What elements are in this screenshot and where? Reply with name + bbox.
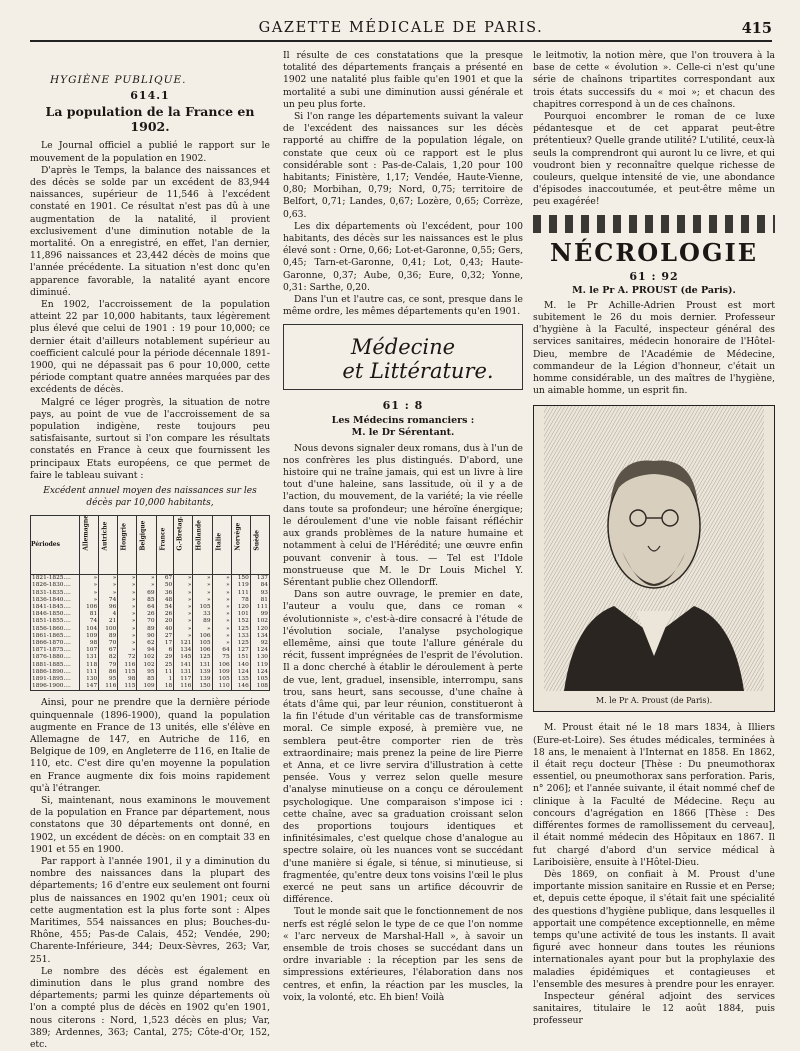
table-cell: 106 <box>212 662 231 669</box>
article-number: 61 : 92 <box>629 269 679 283</box>
table-cell: 120 <box>250 626 269 633</box>
table-cell: » <box>174 582 193 589</box>
portrait-engraving <box>533 405 775 712</box>
header-rule <box>30 40 772 42</box>
table-cell: » <box>80 597 99 604</box>
portrait-icon <box>544 406 764 691</box>
paragraph: Si l'on range les départements suivant la valeur de l'excédent des naissances sur les décès rapporté au chiffre de la population légale, on constate que ceux où ce rapport est le plus considérable sont : Pas-de-Calais, 1,20 pour 100 habitants; Finistère, 1,17; Vendée, Haute-Vienne, 0,80; Morbihan, 0,79; Nord, 0,75; territoire de Belfort, 0,71; Landes, 0,67; Lozère, 0,65; Corrèze, 0,63. <box>283 111 523 220</box>
table-cell: 102 <box>137 654 156 661</box>
paragraph: Inspecteur général adjoint des services sanitaires, titulaire le 12 août 1884, puis professeur <box>533 990 775 1027</box>
table-cell: » <box>212 575 231 583</box>
table-cell: 109 <box>212 669 231 676</box>
table-header-cell <box>137 516 156 575</box>
table-cell: 64 <box>137 604 156 611</box>
table-cell: 1851-1855.... <box>31 618 80 625</box>
table-cell: 104 <box>80 626 99 633</box>
column-1 <box>30 50 270 1051</box>
paragraph: Dans l'un et l'autre cas, ce sont, presque dans le même ordre, les mêmes départements qu'en 1901. <box>283 294 523 318</box>
table-cell: 147 <box>80 683 99 691</box>
table-cell: 85 <box>137 676 156 683</box>
table-cell: 134 <box>174 647 193 654</box>
table-cell: 21 <box>99 618 118 625</box>
table-cell: » <box>212 597 231 604</box>
portrait-caption: M. le Pr A. Proust (de Paris). <box>595 696 713 706</box>
table-cell: 98 <box>118 676 137 683</box>
table-header-label: Autriche <box>101 521 109 551</box>
table-cell: » <box>193 590 212 597</box>
article-number: 614.1 <box>130 89 170 103</box>
table-cell: » <box>174 590 193 597</box>
table-row <box>31 669 270 676</box>
table-cell: 33 <box>193 611 212 618</box>
table-cell: » <box>174 604 193 611</box>
table-cell: 81 <box>250 597 269 604</box>
table-cell: 108 <box>250 683 269 691</box>
table-cell: » <box>193 626 212 633</box>
table-cell: 100 <box>99 626 118 633</box>
table-cell: » <box>193 582 212 589</box>
paragraph: Le nombre des décès est également en diminution dans le plus grand nombre des départements; parmi les quinze départements où l'on a compté plus de décès en 1902 qu'en 1901, nous citerons : Nord, 1,523 décès en plus; Var, 389; Ardennes, 363; Cantal, 275; Côte-d'Or, 152, etc. <box>30 965 270 1051</box>
table-row <box>31 647 270 654</box>
paragraph: Nous devons signaler deux romans, dus à l'un de nos confrères les plus distingués. D'abord, une histoire qui ne traîne jamais, qui est un livre à lire tout d'une haleine, sans lassitude, où il y a de l'action, du mouvement, de la variété; la vie réelle dans toute sa profondeur; une héroïne énergique; le déroulement d'une vie noble faisant réfléchir aux grands problèmes de la nature humaine et notamment à celui de l'Hérédité; une œuvre enfin pouvant convenir à tous. — Tel est l'Idole monstrueuse que M. le Dr Louis Michel Y. Sérentant publie chez Ollendorff. <box>283 442 523 588</box>
paragraph: Si, maintenant, nous examinons le mouvement de la population en France par département, nous constatons que 30 départements ont donné, en 1902, un excédent de décès: on en comptait 33 en 1901 et 55 en 1900. <box>30 794 270 855</box>
paragraph: Il résulte de ces constatations que la presque totalité des départements français a présenté en 1902 une natalité plus faible qu'en 1901 et que la mortalité a subi une diminution aussi générale et un peu plus forte. <box>283 50 523 110</box>
table-cell: 70 <box>137 618 156 625</box>
table-cell: 130 <box>80 676 99 683</box>
table-cell: » <box>118 618 137 625</box>
table-row <box>31 626 270 633</box>
table-cell: 106 <box>80 604 99 611</box>
table-cell: 145 <box>174 654 193 661</box>
table-cell: 4 <box>99 611 118 618</box>
table-cell: 1826-1830.... <box>31 582 80 589</box>
table-cell: 102 <box>250 618 269 625</box>
table-cell: 90 <box>137 633 156 640</box>
table-cell: 89 <box>99 633 118 640</box>
table-cell: 121 <box>174 640 193 647</box>
table-cell: 133 <box>231 633 250 640</box>
table-row <box>31 676 270 683</box>
paragraph: Les dix départements où l'excédent, pour 100 habitants, des décès sur les naissances est le plus élevé sont : Orne, 0,66; Lot-et-Garonne, 0,55; Gers, 0,45; Tarn-et-Garonne, 0,41; Lot, 0,43; Haute-Garonne, 0,37; Aube, 0,36; Eure, 0,32; Yonne, 0,31: Sarthe, 0,20. <box>283 220 523 293</box>
paragraph: Ainsi, pour ne prendre que la dernière période quinquennale (1896-1900), quand la population augmente en France de 13 unités, elle s'élève en Allemagne de 147, en Autriche de 116, en Belgique de 109, en Angleterre de 116, en Italie de 110, etc. C'est dire qu'en moyenne la population en France augmente dix fois moins rapidement qu'à l'étranger. <box>30 697 270 794</box>
table-cell: » <box>193 597 212 604</box>
table-cell: » <box>118 647 137 654</box>
table-header-cell <box>80 516 99 575</box>
table-cell: 36 <box>156 590 174 597</box>
table-cell: 96 <box>99 604 118 611</box>
table-cell: 131 <box>80 654 99 661</box>
table-cell: 125 <box>193 654 212 661</box>
table-cell: » <box>118 590 137 597</box>
table-cell: » <box>118 575 137 583</box>
table-cell: 74 <box>80 618 99 625</box>
banner-title-line-1: Médecine <box>350 335 456 360</box>
table-cell: 110 <box>212 683 231 691</box>
ornament-band <box>533 215 775 233</box>
table-cell: 11 <box>156 669 174 676</box>
table-row <box>31 575 270 583</box>
table-cell: 118 <box>80 662 99 669</box>
table-header-cell <box>174 516 193 575</box>
table-cell: 106 <box>193 633 212 640</box>
paragraph: D'après le Temps, la balance des naissances et des décès se solde par un excédent de 83,944 naissances, supérieur de 11,546 à l'excédent constaté en 1901. Ce résultat n'est pas dû à une augmentation de la natalité, il provient exclusivement d'une diminution notable de la mortalité. On a enregistré, en effet, l'an dernier, 11,896 naissances et 23,442 décès de moins que l'année précédente. La situation n'est donc qu'en apparence favorable, la natalité ayant encore diminué. <box>30 164 270 298</box>
table-cell: 86 <box>99 669 118 676</box>
article-number: 61 : 8 <box>382 399 424 413</box>
table-cell: 72 <box>118 654 137 661</box>
table-cell: » <box>212 618 231 625</box>
table-cell: 1881-1885.... <box>31 662 80 669</box>
table-cell: 150 <box>193 683 212 691</box>
table-cell: 1876-1880.... <box>31 654 80 661</box>
table-cell: » <box>137 575 156 583</box>
table-cell: 6 <box>156 647 174 654</box>
table-header-cell <box>118 516 137 575</box>
table-cell: » <box>99 582 118 589</box>
article-subtitle: Les Médecins romanciers : <box>331 414 475 426</box>
table-cell: 150 <box>231 575 250 583</box>
table-cell: 79 <box>99 662 118 669</box>
table-cell: 105 <box>193 640 212 647</box>
table-cell: 116 <box>174 683 193 691</box>
table-cell: » <box>80 575 99 583</box>
table-cell: 115 <box>118 683 137 691</box>
table-row <box>31 654 270 661</box>
table-cell: 70 <box>99 640 118 647</box>
table-cell: » <box>174 597 193 604</box>
table-cell: 29 <box>156 654 174 661</box>
table-cell: 89 <box>137 626 156 633</box>
table-cell: 116 <box>99 683 118 691</box>
table-cell: 101 <box>231 611 250 618</box>
table-header-label: Hongrie <box>120 523 128 551</box>
table-header-label: Italie <box>214 532 222 551</box>
article-subtitle: M. le Pr A. PROUST (de Paris). <box>572 284 736 296</box>
table-cell: » <box>118 626 137 633</box>
paragraph: Dans son autre ouvrage, le premier en date, l'auteur a voulu que, dans ce roman « évolutionniste », c'est-à-dire consacré à l'étude de l'évolution sociale, l'analyse psychologique ellemême, ainsi que toute l'allure générale du récit, fussent imprégnées de l'esprit de l'évolution. Il a donc cherché à établir le déroulement à perte de vue, lent, graduel, insensible, interrompu, sans trou, sans heurt, sans secousse, d'une chaîne à états d'âme qui, par leur réunion, constitueront à la fin l'étude d'un véritable cas de transformisme moral. Ce simple exposé, à première vue, ne semblera peut-être comporter rien de très extraordinaire; mais prenez la peine de lire Pierre et Anna, et ce livre servira d'illustration à cette pensée. Vous y verrez selon quelle mesure d'analyse minutieuse on a conçu ce déroulement psychologique. Une comparaison s'impose ici : cette chaîne, avec sa graduation croissant selon des proportions toujours identiques et infinitésimales, c'est quelque chose d'analogue au spectre solaire, où les nuances vont se succédant d'une manière si égale, si ténue, si minutieuse, si fragmentée, qu'entre deux tons voisins l'œil le plus exercé ne peut sans un artifice découvrir de différence. <box>283 589 523 906</box>
table-cell: » <box>212 633 231 640</box>
table-cell: 26 <box>137 611 156 618</box>
table-cell: 125 <box>231 626 250 633</box>
column-3 <box>533 50 775 1035</box>
table-cell: 69 <box>137 590 156 597</box>
table-header-row <box>31 516 270 575</box>
table-cell: » <box>137 582 156 589</box>
table-cell: 125 <box>231 640 250 647</box>
table-cell: 18 <box>156 683 174 691</box>
table-cell: » <box>118 597 137 604</box>
table-cell: 134 <box>250 633 269 640</box>
table-cell: » <box>174 633 193 640</box>
table-cell: 124 <box>250 647 269 654</box>
table-cell: 119 <box>250 662 269 669</box>
table-cell: 48 <box>156 597 174 604</box>
table-row <box>31 683 270 691</box>
paragraph: M. le Pr Achille-Adrien Proust est mort subitement le 26 du mois dernier. Professeur d'hygiène à la Faculté, inspecteur général des services sanitaires, médecin honoraire de l'Hôtel-Dieu, membre de l'Académie de Médecine, commandeur de la Légion d'honneur, c'était un homme considérable, un des maîtres de l'hygiène, un aimable homme, un esprit fin. <box>533 299 775 397</box>
table-cell: » <box>212 582 231 589</box>
table-cell: 111 <box>80 669 99 676</box>
table-cell: 62 <box>137 640 156 647</box>
article-title: La population de la France en 1902. <box>45 104 255 135</box>
table-cell: 111 <box>250 604 269 611</box>
paragraph: M. Proust était né le 18 mars 1834, à Illiers (Eure-et-Loire). Ses études médicales, terminées à 18 ans, le menaient à l'Internat en 1858. En 1862, il était reçu docteur [Thèse : Du pneumothorax essentiel, ou pneumothorax sans perforation. Paris, n° 206]; et l'année suivante, il était nommé chef de clinique à la Faculté de Médecine. Reçu au concours d'agrégation en 1866 [Thèse : Des différentes formes de ramollissement du cerveau], il était nommé médecin des Hôpitaux en 1867. Il fut chargé d'abord d'un service médical à Lariboisière, ensuite à l'Hôtel-Dieu. <box>533 722 775 868</box>
table-row <box>31 604 270 611</box>
table-cell: 78 <box>231 597 250 604</box>
table-cell: » <box>118 604 137 611</box>
table-cell: 109 <box>137 683 156 691</box>
section-banner <box>283 324 523 390</box>
table-cell: 1856-1860.... <box>31 626 80 633</box>
column-2 <box>283 50 523 1030</box>
table-cell: » <box>118 640 137 647</box>
table-cell: » <box>212 611 231 618</box>
table-cell: 84 <box>250 582 269 589</box>
table-cell: 140 <box>231 662 250 669</box>
table-cell: 119 <box>231 582 250 589</box>
page-number: 415 <box>741 20 772 37</box>
page-header <box>30 20 772 42</box>
table-cell: 1836-1840.... <box>31 597 80 604</box>
table-header-cell <box>231 516 250 575</box>
table-cell: 92 <box>250 640 269 647</box>
table-row <box>31 590 270 597</box>
table-header-cell <box>193 516 212 575</box>
table-cell: » <box>193 575 212 583</box>
table-cell: 109 <box>80 633 99 640</box>
table-cell: 131 <box>193 662 212 669</box>
table-cell: 124 <box>231 669 250 676</box>
table-cell: » <box>174 626 193 633</box>
table-cell: 127 <box>231 647 250 654</box>
table-cell: » <box>174 618 193 625</box>
necrology-heading: NÉCROLOGIE <box>550 237 758 267</box>
paragraph: En 1902, l'accroissement de la population atteint 22 par 10,000 habitants, taux légèrement plus élevé que celui de 1901 : 19 pour 10,000; ce dernier était d'ailleurs notablement supérieur au coefficient calculé pour la période décennale 1891-1900, qui ne dépassait pas 6 pour 10,000, cette période comptant quatre années marquées par des excédents de décès. <box>30 299 270 396</box>
table-cell: 93 <box>250 590 269 597</box>
journal-title: GAZETTE MÉDICALE DE PARIS. <box>258 20 544 36</box>
table-cell: 116 <box>118 662 137 669</box>
table-cell: 102 <box>137 662 156 669</box>
table-cell: » <box>118 582 137 589</box>
table-cell: 26 <box>156 611 174 618</box>
table-cell: 54 <box>156 604 174 611</box>
table-header-cell <box>250 516 269 575</box>
table-cell: 95 <box>99 676 118 683</box>
table-row <box>31 662 270 669</box>
paragraph: Dès 1869, on confiait à M. Proust d'une importante mission sanitaire en Russie et en Perse; et, depuis cette époque, il s'était fait une spécialité des questions d'hygiène publique, dans lesquelles il apportait une compétence exceptionnelle, en même temps qu'une activité de tous les instants. Il avait figuré avec honneur dans toutes les réunions internationales ayant pour but la prophylaxie des maladies épidémiques et contagieuses et l'ensemble des mesures à prendre pour les enrayer. <box>533 868 775 990</box>
table-cell: 27 <box>156 633 174 640</box>
table-cell: 82 <box>99 654 118 661</box>
table-cell: 98 <box>80 640 99 647</box>
natality-table <box>30 515 270 691</box>
table-body <box>31 575 270 691</box>
table-header-cell <box>99 516 118 575</box>
table-cell: 89 <box>193 618 212 625</box>
table-cell: 1 <box>156 676 174 683</box>
table-cell: 1886-1890.... <box>31 669 80 676</box>
table-row <box>31 633 270 640</box>
table-header-label: G.-Bretag. <box>176 516 184 551</box>
table-header-label: Suède <box>253 530 261 551</box>
table-cell: 1891-1895.... <box>31 676 80 683</box>
table-cell: 1861-1865.... <box>31 633 80 640</box>
table-cell: 67 <box>156 575 174 583</box>
table-cell: 25 <box>156 662 174 669</box>
table-cell: » <box>212 590 231 597</box>
table-row <box>31 597 270 604</box>
table-cell: 135 <box>231 676 250 683</box>
table-cell: 1831-1835.... <box>31 590 80 597</box>
section-heading: HYGIÈNE PUBLIQUE. <box>50 74 187 86</box>
table-cell: 40 <box>156 626 174 633</box>
table-header-label: France <box>158 527 166 551</box>
paragraph: Pourquoi encombrer le roman de ce luxe pédantesque et de cet apparat peut-être prétentieux? Quelle grande utilité? L'utilité, ceux-là seuls la comprendront qui auront lu ce livre, et qui voudront bien y reconnaître quelque richesse de couleurs, quelque intensité de vie, une abondance d'épisodes inaccoutumée, et peut-être même un peu exagérée! <box>533 111 775 208</box>
table-cell: 115 <box>118 669 137 676</box>
table-cell: » <box>118 611 137 618</box>
table-cell: 1841-1845.... <box>31 604 80 611</box>
table-cell: 124 <box>250 669 269 676</box>
table-row <box>31 618 270 625</box>
table-header-label: Belgique <box>139 520 147 551</box>
table-cell: 131 <box>174 669 193 676</box>
table-cell: 64 <box>212 647 231 654</box>
table-row <box>31 611 270 618</box>
table-header-cell: Périodes <box>31 516 80 575</box>
table-cell: 81 <box>80 611 99 618</box>
table-cell: 74 <box>99 597 118 604</box>
table-cell: 105 <box>250 676 269 683</box>
table-cell: 1866-1870.... <box>31 640 80 647</box>
table-cell: 85 <box>137 597 156 604</box>
table-header-label: Allemagne <box>82 514 90 551</box>
table-cell: » <box>80 590 99 597</box>
table-cell: » <box>212 626 231 633</box>
table-cell: » <box>99 575 118 583</box>
paragraph: Tout le monde sait que le fonctionnement de nos nerfs est réglé selon le type de ce que l'on nomme « l'arc nerveux de Marshal-Hall », à savoir un ensemble de trois choses se succédant dans un ordre invariable : la réception par les sens de simpressions extérieures, l'élaboration dans nos centres, et enfin, la réaction par les muscles, la voix, la volonté, etc. Eh bien! Voilà <box>283 906 523 1003</box>
table-cell: 107 <box>80 647 99 654</box>
table-cell: » <box>212 640 231 647</box>
table-cell: 146 <box>231 683 250 691</box>
table-cell: » <box>80 582 99 589</box>
table-header-label: Hollande <box>195 520 203 551</box>
table-header-label: Norvège <box>234 522 242 551</box>
table-header-cell <box>212 516 231 575</box>
table-row <box>31 582 270 589</box>
table-cell: » <box>99 590 118 597</box>
table-cell: 75 <box>212 654 231 661</box>
table-caption: Excédent annuel moyen des naissances sur les décès par 10,000 habitants, <box>43 486 257 508</box>
table-cell: 152 <box>231 618 250 625</box>
table-cell: 1821-1825.... <box>31 575 80 583</box>
paragraph: Malgré ce léger progrès, la situation de notre pays, au point de vue de l'accroissement de sa population indigène, reste toujours peu satisfaisante, surtout si l'on compare les résultats constatés en France à ceux que fournissent les principaux Etats européens, ce que permet de faire le tableau suivant : <box>30 396 270 481</box>
table-cell: 99 <box>250 611 269 618</box>
table-cell: 105 <box>193 604 212 611</box>
article-subtitle: M. le Dr Sérentant. <box>351 426 455 438</box>
table-cell: 137 <box>250 575 269 583</box>
table-cell: 1846-1850.... <box>31 611 80 618</box>
table-cell: 106 <box>193 647 212 654</box>
table-header-cell <box>156 516 174 575</box>
table-cell: » <box>174 611 193 618</box>
table-cell: 50 <box>156 582 174 589</box>
table-cell: 120 <box>231 604 250 611</box>
table-cell: 95 <box>137 669 156 676</box>
table-cell: 139 <box>193 676 212 683</box>
table-cell: 1871-1875.... <box>31 647 80 654</box>
table-row <box>31 640 270 647</box>
table-cell: 141 <box>174 662 193 669</box>
table-cell: » <box>118 633 137 640</box>
table-cell: 20 <box>156 618 174 625</box>
table-cell: 130 <box>250 654 269 661</box>
paragraph: Par rapport à l'année 1901, il y a diminution du nombre des naissances dans la plupart des départements; 16 d'entre eux seulement ont fourni plus de naissances en 1902 qu'en 1901; ceux où cette augmentation est la plus forte sont : Alpes Maritimes, 554 naissances en plus; Bouches-du-Rhône, 455; Pas-de Calais, 452; Vendée, 290; Charente-Inférieure, 344; Deux-Sèvres, 263; Var, 251. <box>30 855 270 965</box>
table-cell: 117 <box>174 676 193 683</box>
table-cell: » <box>174 575 193 583</box>
table-cell: 105 <box>212 676 231 683</box>
banner-title-line-2: et Littérature. <box>342 359 494 384</box>
table-cell: 17 <box>156 640 174 647</box>
table-cell: 151 <box>231 654 250 661</box>
table-cell: 1896-1900.... <box>31 683 80 691</box>
table-cell: 94 <box>137 647 156 654</box>
table-cell: 139 <box>193 669 212 676</box>
table-cell: 111 <box>231 590 250 597</box>
paragraph: le leitmotiv, la notion mère, que l'on trouvera à la base de cette « évolution ». Celle-ci n'est qu'une série de chaînons tripartites correspondant aux trois états successifs du « moi »; et chacun des chapitres correspond à un de ces chaînons. <box>533 50 775 110</box>
table-cell: » <box>212 604 231 611</box>
table-cell: 67 <box>99 647 118 654</box>
paragraph: Le Journal officiel a publié le rapport sur le mouvement de la population en 1902. <box>30 140 270 164</box>
